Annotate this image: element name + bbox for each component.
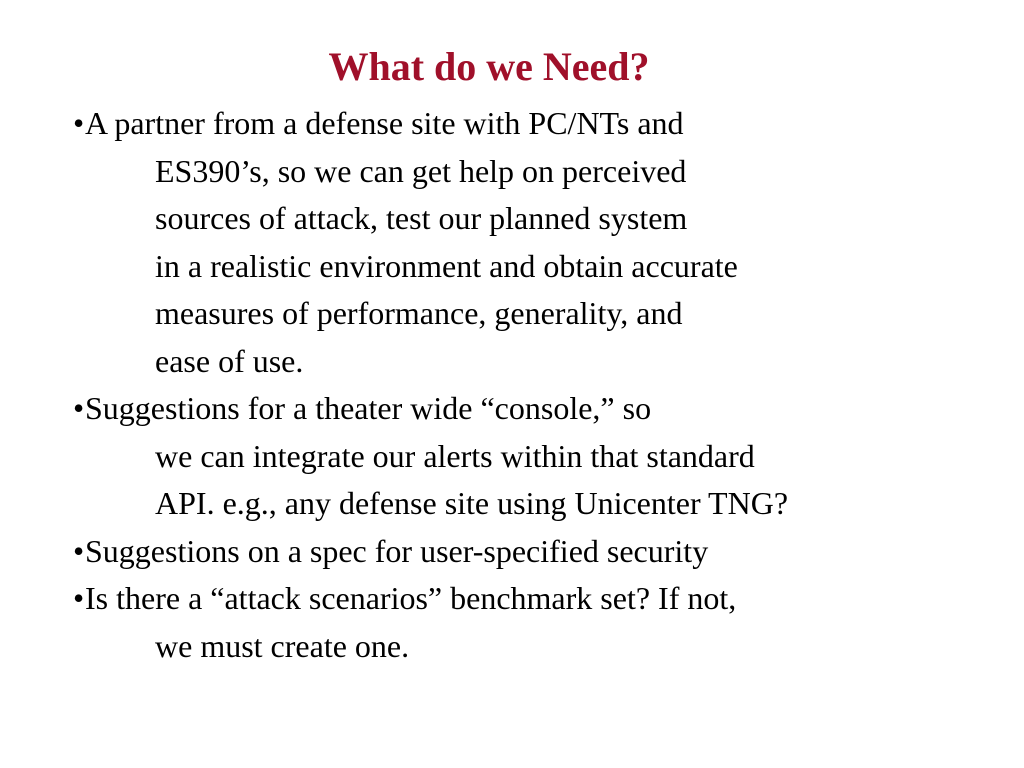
bullet-dot: • <box>73 105 85 141</box>
bullet-continuation: API. e.g., any defense site using Unicenter TNG? <box>155 485 789 521</box>
bullet-continuation: we can integrate our alerts within that standard <box>155 437 755 474</box>
bullet-line <box>73 575 1013 623</box>
bullet-item-security-spec <box>73 528 1013 576</box>
bullet-dot: • <box>73 580 85 616</box>
bullet-line <box>73 100 1013 148</box>
bullet-text: Is there a “attack scenarios” benchmark set? If not, <box>85 580 737 616</box>
bullet-continuation: in a realistic environment and obtain accurate <box>155 247 738 284</box>
bullet-dot: • <box>73 390 85 426</box>
bullet-continuation: we must create one. <box>155 627 410 664</box>
bullet-line <box>73 528 1013 576</box>
bullet-dot: • <box>73 532 85 569</box>
bullet-item-attack-scenarios <box>73 575 1013 670</box>
bullet-list <box>73 100 1013 670</box>
bullet-text: Suggestions for a theater wide “console,” so <box>85 390 652 426</box>
bullet-text: Suggestions on a spec for user-specified security <box>85 532 709 569</box>
bullet-continuation: ease of use. <box>155 342 304 379</box>
bullet-continuation: sources of attack, test our planned system <box>155 200 688 236</box>
bullet-text: A partner from a defense site with PC/NTs and <box>85 105 684 141</box>
bullet-item-partner <box>73 100 1013 385</box>
bullet-continuation: ES390’s, so we can get help on perceived <box>155 152 687 189</box>
slide-title: What do we Need? <box>328 44 650 89</box>
bullet-line <box>73 385 1013 433</box>
bullet-item-console <box>73 385 1013 528</box>
bullet-continuation: measures of performance, generality, and <box>155 295 683 331</box>
